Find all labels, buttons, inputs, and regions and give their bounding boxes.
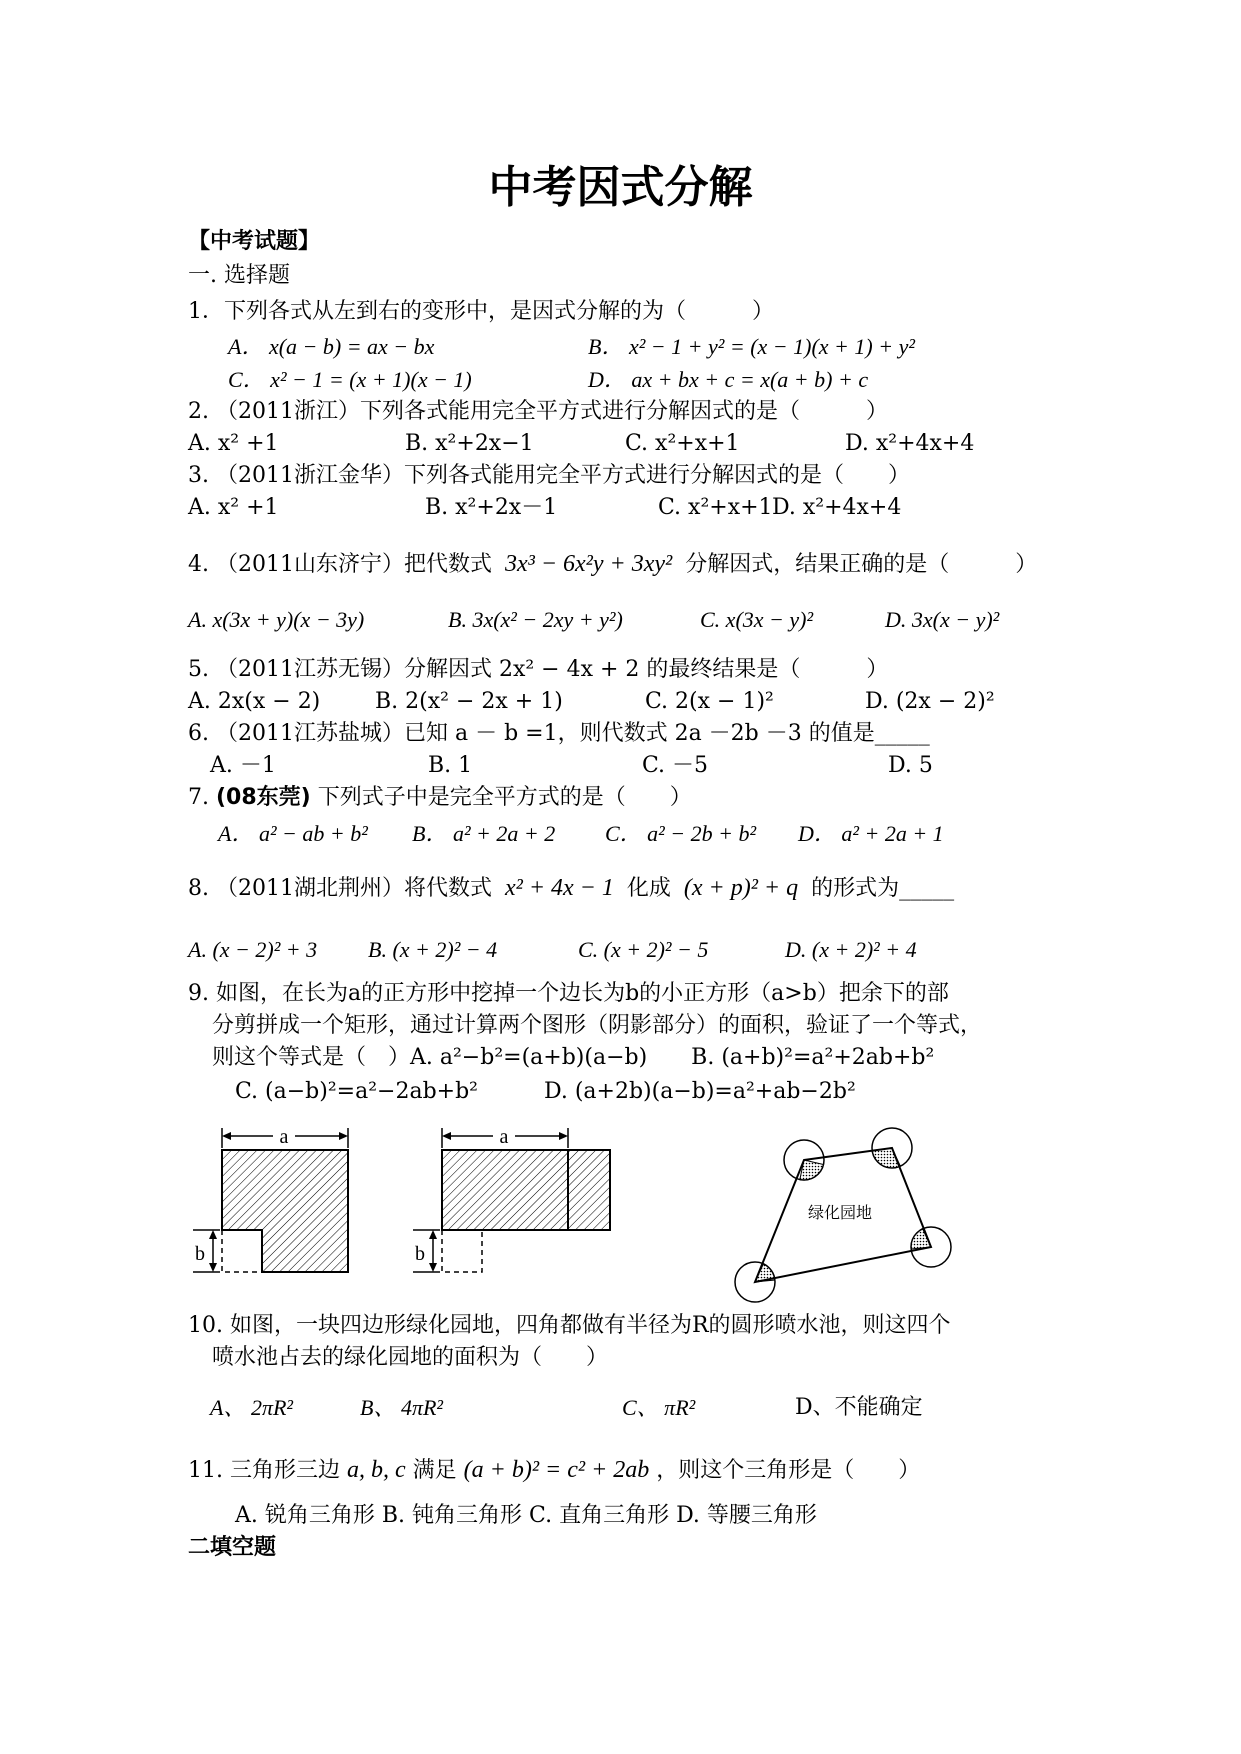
q11-option-b: B. 钝角三角形 — [381, 1503, 523, 1528]
q11-stem-pre: 11. 三角形三边 — [188, 1458, 340, 1483]
q10-option-c: C、 πR² — [622, 1395, 696, 1420]
q8-option-c: C. (x + 2)² − 5 — [578, 937, 709, 962]
q2-option-c: C. x²+x+1 — [625, 431, 740, 456]
q2-stem: 2. （2011浙江）下列各式能用完全平方式进行分解因式的是（ ） — [188, 399, 888, 424]
removed-square-outline — [222, 1230, 262, 1272]
q10-option-a: A、 2πR² — [210, 1395, 293, 1420]
q5-stem: 5. （2011江苏无锡）分解因式 2x² − 4x + 2 的最终结果是（ ） — [188, 657, 889, 682]
q11-expression: (a + b)² = c² + 2ab — [463, 1457, 650, 1483]
q4-option-d: D. 3x(x − y)² — [885, 607, 1000, 632]
q8-option-d: D. (x + 2)² + 4 — [785, 937, 917, 962]
q8-expression-2: (x + p)² + q — [683, 875, 799, 901]
figure-garden-quadrilateral — [718, 1120, 958, 1320]
q4-stem — [188, 550, 1037, 579]
q3-option-d: D. x²+4x+4 — [772, 495, 902, 520]
q11-stem-post: ，则这个三角形是（ ） — [656, 1458, 921, 1483]
label-b: b — [195, 1243, 205, 1265]
q8-option-a: A. (x − 2)² + 3 — [188, 937, 318, 962]
q9-line-2: 分剪拼成一个矩形，通过计算两个图形（阴影部分）的面积，验证了一个等式， — [212, 1013, 983, 1038]
q8-mid: 化成 — [626, 876, 671, 901]
q3-option-a: A. x² +1 — [188, 495, 279, 520]
q2-option-d: D. x²+4x+4 — [845, 431, 975, 456]
figure-rearranged-rectangle — [405, 1120, 620, 1280]
part-heading-fill: 二填空题 — [188, 1535, 277, 1560]
label-a: a — [499, 1126, 509, 1148]
q8-stem-pre: 8. （2011湖北荆州）将代数式 — [188, 876, 492, 901]
q11-option-a: A. 锐角三角形 — [235, 1503, 375, 1528]
q5-option-c: C. 2(x − 1)² — [645, 689, 774, 714]
q7-stem-text: 下列式子中是完全平方式的是（ ） — [317, 785, 692, 810]
q8-stem — [188, 874, 954, 903]
q4-stem-post: 分解因式，结果正确的是（ ） — [685, 552, 1038, 577]
q8-option-b: B. (x + 2)² − 4 — [368, 937, 498, 962]
shaded-rectangle — [442, 1150, 610, 1230]
q4-stem-pre: 4. （2011山东济宁）把代数式 — [188, 552, 492, 577]
q7-option-d: D． a² + 2a + 1 — [798, 821, 944, 846]
q1-stem: 1．下列各式从左到右的变形中，是因式分解的为（ ） — [188, 299, 774, 324]
q5-option-d: D. (2x − 2)² — [865, 689, 995, 714]
q3-option-c: C. x²+x+1 — [658, 495, 773, 520]
q9-line-3: 则这个等式是（ ）A. a²−b²=(a+b)(a−b) B. (a+b)²=a²+2ab+b² — [212, 1045, 935, 1070]
q5-option-b: B. 2(x² − 2x + 1) — [375, 689, 563, 714]
q7-option-b: B． a² + 2a + 2 — [412, 821, 556, 846]
q11-stem — [188, 1456, 920, 1485]
q9-line-4: C. (a−b)²=a²−2ab+b² D. (a+2b)(a−b)=a²+ab−2b² — [235, 1079, 856, 1104]
q11-options — [235, 1502, 817, 1530]
garden-label: 绿化园地 — [807, 1203, 873, 1222]
q6-option-a: A. －1 — [210, 753, 276, 778]
q1-option-d: D． ax + bx + c = x(a + b) + c — [588, 367, 869, 392]
removed-square-outline — [442, 1230, 482, 1272]
figure-square-minus-square — [185, 1120, 360, 1280]
q4-expression: 3x³ − 6x²y + 3xy² — [504, 551, 673, 577]
section-heading: 【中考试题】 — [188, 229, 321, 254]
q6-option-c: C. －5 — [642, 753, 709, 778]
q7-number: 7. — [188, 785, 209, 810]
label-a: a — [279, 1126, 289, 1148]
q10-line-1: 10. 如图，一块四边形绿化园地，四角都做有半径为R的圆形喷水池，则这四个 — [188, 1313, 951, 1338]
q4-option-c: C. x(3x − y)² — [700, 607, 814, 632]
q7-source: (08东莞) — [216, 785, 311, 810]
q7-option-c: C． a² − 2b + b² — [605, 821, 757, 846]
q3-stem: 3. （2011浙江金华）下列各式能用完全平方式进行分解因式的是（ ） — [188, 463, 910, 488]
q2-option-a: A. x² +1 — [188, 431, 279, 456]
q5-option-a: A. 2x(x − 2) — [188, 689, 321, 714]
q1-option-a: A． x(a − b) = ax − bx — [228, 334, 435, 359]
q11-variables: a, b, c — [346, 1457, 406, 1483]
q10-line-2: 喷水池占去的绿化园地的面积为（ ） — [212, 1345, 609, 1370]
q9-line-1: 9. 如图，在长为a的正方形中挖掉一个边长为b的小正方形（a>b）把余下的部 — [188, 981, 949, 1006]
q8-stem-post: 的形式为_____ — [811, 876, 955, 901]
q6-stem: 6. （2011江苏盐城）已知 a － b =1，则代数式 2a －2b －3 的值是_____ — [188, 721, 930, 746]
part-heading-choice: 一. 选择题 — [188, 263, 290, 288]
q1-option-c: C． x² − 1 = (x + 1)(x − 1) — [228, 367, 472, 392]
q7-stem — [188, 784, 692, 812]
q7-option-a: A． a² − ab + b² — [218, 821, 368, 846]
page-title: 中考因式分解 — [488, 162, 753, 213]
q6-option-d: D. 5 — [888, 753, 933, 778]
q1-option-b: B． x² − 1 + y² = (x − 1)(x + 1) + y² — [588, 334, 915, 359]
q10-option-d: D、不能确定 — [795, 1395, 923, 1420]
label-b: b — [415, 1243, 425, 1265]
q2-option-b: B. x²+2x−1 — [405, 431, 534, 456]
shaded-region — [222, 1150, 348, 1272]
q4-option-b: B. 3x(x² − 2xy + y²) — [448, 607, 623, 632]
q10-option-b: B、 4πR² — [360, 1395, 443, 1420]
q11-mid: 满足 — [412, 1458, 457, 1483]
q6-option-b: B. 1 — [428, 753, 473, 778]
q4-option-a: A. x(3x + y)(x − 3y) — [188, 607, 365, 632]
q11-option-c: C. 直角三角形 — [529, 1503, 670, 1528]
q3-option-b: B. x²+2x－1 — [425, 495, 558, 520]
q11-option-d: D. 等腰三角形 — [676, 1503, 817, 1528]
q8-expression-1: x² + 4x − 1 — [504, 875, 614, 901]
